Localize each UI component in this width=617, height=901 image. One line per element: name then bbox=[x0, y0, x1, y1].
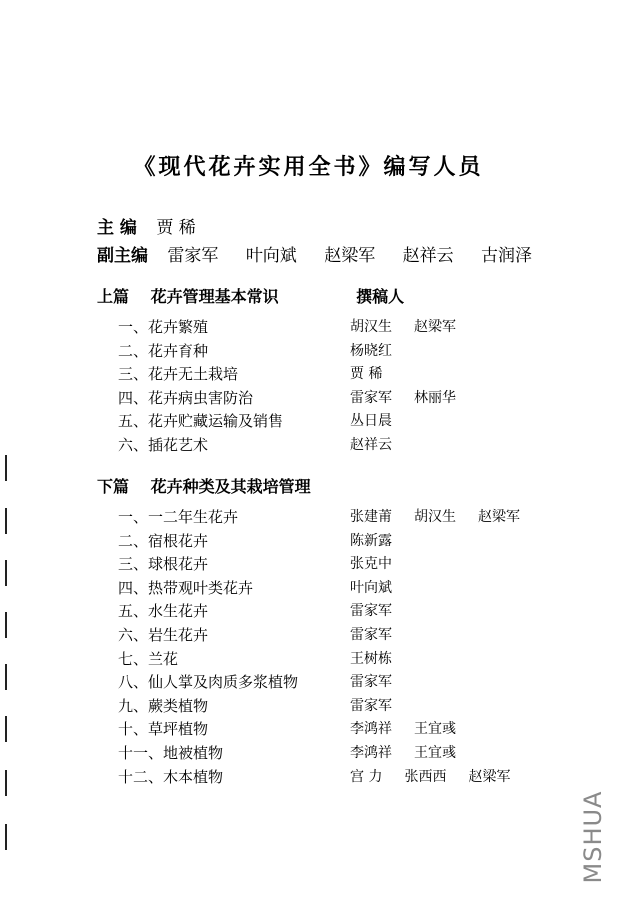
author-name: 贾 稀 bbox=[350, 366, 383, 383]
deputy-editor-row bbox=[97, 242, 554, 270]
watermark-text: MSHUA bbox=[579, 790, 607, 884]
author-name: 雷家军 bbox=[350, 626, 392, 643]
list-item bbox=[118, 530, 392, 554]
list-item bbox=[118, 506, 520, 530]
item-number: 二、 bbox=[118, 341, 149, 360]
item-topic: 木本植物 bbox=[163, 767, 224, 786]
item-topic: 草坪植物 bbox=[148, 720, 209, 739]
author-name: 赵梁军 bbox=[414, 319, 456, 335]
list-item bbox=[118, 410, 392, 434]
item-number: 五、 bbox=[118, 602, 149, 621]
item-authors bbox=[350, 624, 414, 648]
item-authors bbox=[350, 434, 414, 458]
part1-list bbox=[118, 316, 456, 458]
part2-heading bbox=[97, 474, 351, 497]
item-number: 一、 bbox=[118, 318, 149, 336]
item-number: 九、 bbox=[118, 696, 149, 715]
item-topic: 水生花卉 bbox=[148, 602, 209, 621]
deputy-editor-name: 赵祥云 bbox=[402, 246, 454, 266]
item-authors bbox=[350, 316, 478, 340]
author-name: 胡汉生 bbox=[350, 319, 392, 335]
scan-margin-mark bbox=[5, 612, 7, 638]
item-topic: 花卉育种 bbox=[148, 341, 209, 360]
list-item bbox=[118, 695, 392, 719]
author-name: 李鸿祥 bbox=[350, 721, 392, 738]
item-authors bbox=[350, 530, 414, 554]
list-item bbox=[118, 718, 456, 742]
item-topic: 岩生花卉 bbox=[148, 625, 209, 644]
author-name: 雷家军 bbox=[350, 697, 392, 714]
editors-block bbox=[97, 214, 554, 270]
part2-list bbox=[118, 506, 520, 789]
deputy-editor-label: 副主编 bbox=[97, 246, 148, 266]
scan-margin-mark bbox=[5, 716, 7, 742]
item-topic: 花卉无土栽培 bbox=[148, 365, 239, 384]
item-number: 四、 bbox=[118, 578, 149, 597]
item-authors bbox=[350, 410, 414, 434]
item-number: 三、 bbox=[118, 555, 149, 574]
author-name: 张西西 bbox=[404, 768, 447, 785]
item-authors bbox=[350, 363, 404, 387]
author-name: 宫 力 bbox=[350, 768, 383, 785]
author-name: 赵祥云 bbox=[350, 436, 392, 453]
author-name: 王宜彧 bbox=[414, 721, 456, 738]
authors-column-header: 撰稿人 bbox=[356, 287, 405, 306]
author-name: 张克中 bbox=[350, 556, 392, 573]
scan-margin-mark bbox=[5, 455, 7, 481]
author-name: 陈新露 bbox=[350, 532, 392, 549]
author-name: 叶向斌 bbox=[350, 579, 392, 596]
item-authors bbox=[350, 648, 414, 672]
item-topic: 一二年生花卉 bbox=[148, 508, 239, 526]
author-name: 雷家军 bbox=[350, 389, 392, 406]
part1-label: 上篇 bbox=[97, 287, 130, 306]
item-authors bbox=[350, 695, 414, 719]
item-number: 四、 bbox=[118, 388, 149, 407]
item-topic: 宿根花卉 bbox=[148, 531, 209, 550]
item-authors bbox=[350, 577, 414, 601]
item-number: 十二、 bbox=[118, 767, 164, 786]
item-authors bbox=[350, 671, 414, 695]
list-item bbox=[118, 766, 511, 790]
author-name: 雷家军 bbox=[350, 603, 392, 620]
scan-margin-mark bbox=[5, 664, 7, 690]
deputy-editor-name: 雷家军 bbox=[167, 246, 219, 266]
item-authors bbox=[350, 718, 478, 742]
author-name: 张建莆 bbox=[350, 509, 392, 525]
item-number: 十、 bbox=[118, 720, 149, 739]
item-number: 七、 bbox=[118, 649, 149, 668]
author-name: 杨晓红 bbox=[350, 342, 392, 359]
deputy-editor-name: 古润泽 bbox=[481, 246, 533, 266]
item-authors bbox=[350, 553, 414, 577]
item-topic: 花卉繁殖 bbox=[148, 318, 209, 336]
deputy-editor-name: 叶向斌 bbox=[245, 246, 297, 266]
scan-margin-mark bbox=[5, 560, 7, 586]
item-authors bbox=[350, 766, 532, 790]
author-name: 赵梁军 bbox=[468, 768, 511, 785]
item-number: 三、 bbox=[118, 365, 149, 384]
item-authors bbox=[350, 742, 478, 766]
item-topic: 球根花卉 bbox=[148, 555, 209, 574]
author-name: 雷家军 bbox=[350, 674, 392, 691]
item-topic: 仙人掌及肉质多浆植物 bbox=[148, 673, 299, 692]
list-item bbox=[118, 577, 392, 601]
watermark bbox=[580, 788, 606, 886]
deputy-editor-name: 赵梁军 bbox=[324, 246, 376, 266]
item-number: 五、 bbox=[118, 412, 149, 431]
list-item bbox=[118, 624, 392, 648]
list-item bbox=[118, 434, 392, 458]
item-topic: 插花艺术 bbox=[148, 435, 209, 454]
list-item bbox=[118, 648, 392, 672]
list-item bbox=[118, 340, 392, 364]
chief-editor-name: 贾 稀 bbox=[156, 218, 196, 238]
item-number: 六、 bbox=[118, 435, 149, 454]
item-authors bbox=[350, 600, 414, 624]
part2-title: 花卉种类及其栽培管理 bbox=[150, 477, 311, 496]
author-name: 李鸿祥 bbox=[350, 744, 392, 761]
list-item bbox=[118, 387, 456, 411]
item-number: 二、 bbox=[118, 531, 149, 550]
author-name: 赵梁军 bbox=[478, 509, 520, 525]
scan-margin-mark bbox=[5, 508, 7, 534]
list-item bbox=[118, 600, 392, 624]
item-authors bbox=[350, 506, 542, 530]
scan-margin-mark bbox=[5, 770, 7, 796]
item-topic: 地被植物 bbox=[163, 743, 224, 762]
chief-editor-row bbox=[97, 214, 554, 242]
item-number: 六、 bbox=[118, 625, 149, 644]
item-number: 八、 bbox=[118, 673, 149, 692]
item-topic: 花卉病虫害防治 bbox=[148, 388, 254, 407]
part2-label: 下篇 bbox=[97, 477, 130, 496]
item-topic: 蕨类植物 bbox=[148, 696, 209, 715]
list-item bbox=[118, 316, 456, 340]
author-name: 王宜彧 bbox=[414, 744, 456, 761]
list-item bbox=[118, 671, 392, 695]
author-name: 丛日晨 bbox=[350, 413, 392, 430]
list-item bbox=[118, 363, 383, 387]
list-item bbox=[118, 742, 456, 766]
author-name: 林丽华 bbox=[414, 389, 456, 406]
page-title: 《现代花卉实用全书》编写人员 bbox=[133, 154, 484, 180]
list-item bbox=[118, 553, 392, 577]
item-topic: 花卉贮藏运输及销售 bbox=[148, 412, 284, 431]
item-authors bbox=[350, 340, 414, 364]
part1-heading bbox=[97, 284, 404, 307]
author-name: 王树栋 bbox=[350, 650, 392, 667]
part1-title: 花卉管理基本常识 bbox=[150, 287, 279, 306]
item-topic: 兰花 bbox=[148, 649, 179, 668]
item-number: 一、 bbox=[118, 508, 149, 526]
scan-margin-mark bbox=[5, 824, 7, 850]
item-topic: 热带观叶类花卉 bbox=[148, 578, 254, 597]
item-authors bbox=[350, 387, 478, 411]
chief-editor-label: 主 编 bbox=[97, 218, 137, 238]
item-number: 十一、 bbox=[118, 743, 164, 762]
author-name: 胡汉生 bbox=[414, 509, 456, 525]
